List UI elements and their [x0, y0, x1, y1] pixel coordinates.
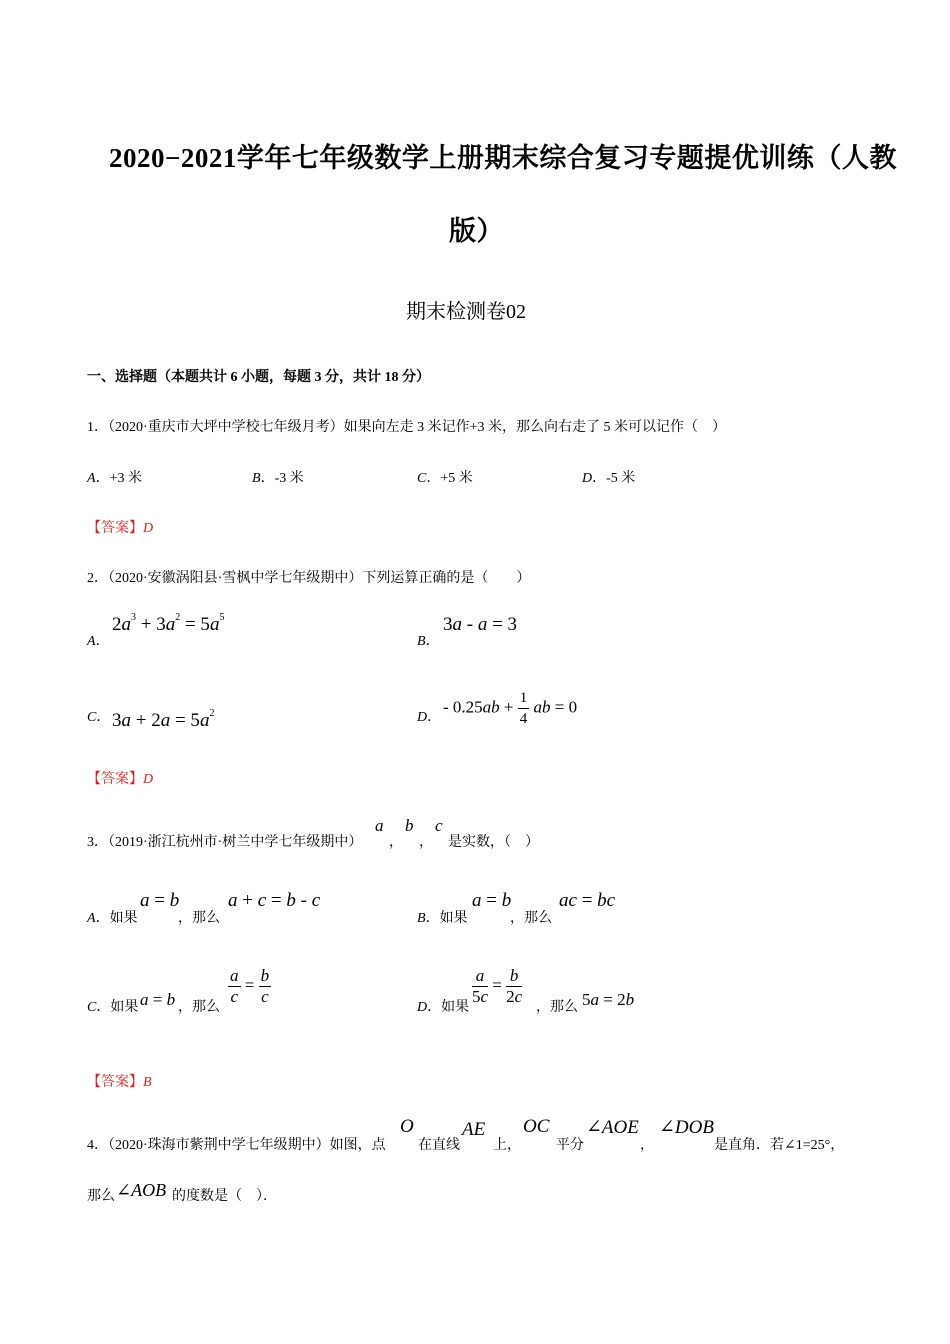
q3-comma-2: ， — [419, 835, 433, 850]
q3-d-then: ，那么 — [536, 1000, 578, 1015]
q2-answer — [87, 768, 153, 788]
q2-option-d-formula: - 0.25ab + $\frac{1}{4}$ ab = 0 — [443, 690, 578, 727]
q4-angle-dob: ∠DOB — [659, 1117, 714, 1138]
answer-tag: 【答案】 — [87, 772, 143, 787]
option-label: A — [87, 634, 96, 649]
option-label: C — [417, 471, 427, 486]
q2-option-b: B． — [417, 634, 440, 649]
option-label: A — [87, 911, 96, 926]
q3-a-then: ，那么 — [178, 911, 220, 926]
q3-var-a: a — [375, 816, 384, 835]
option-text: +5 米 — [440, 471, 473, 486]
q4-text-right-angle: 是直角．若∠1=25°， — [714, 1138, 845, 1153]
answer-value: B — [143, 1075, 152, 1090]
q2-option-c-formula: $3a + 2a = 5a^2$ — [112, 708, 215, 731]
q3-var-c: c — [435, 816, 443, 835]
document-title-line2: 版） — [449, 216, 504, 246]
q3-b-cond: a = b — [472, 890, 512, 911]
option-label: D — [417, 1000, 428, 1015]
q4-text-on-line: 在直线 — [418, 1138, 460, 1153]
q4-text-bisect: 平分 — [556, 1138, 584, 1153]
option-label: B — [417, 634, 426, 649]
option-text: +3 米 — [109, 471, 142, 486]
option-label: D — [582, 471, 593, 486]
q1-option-a: A．+3 米 — [87, 471, 142, 486]
answer-value: D — [143, 521, 154, 536]
document-subtitle: 期末检测卷02 — [406, 301, 526, 323]
q3-c-cond: a = b — [140, 990, 176, 1009]
q4-point-o: O — [400, 1116, 414, 1137]
q4-angle-aob: ∠AOB — [116, 1180, 167, 1200]
q3-a-cond: a = b — [140, 890, 180, 911]
answer-tag: 【答案】 — [87, 521, 143, 536]
option-text: -3 米 — [274, 471, 304, 486]
q2-option-d: D． — [417, 710, 442, 725]
q1-option-b: B．-3 米 — [252, 471, 304, 486]
q1-answer — [87, 517, 153, 537]
q2-option-b-formula: 3a - a = 3 — [443, 614, 518, 635]
option-label: B — [417, 911, 426, 926]
section-heading: 一、选择题（本题共计 6 小题，每题 3 分，共计 18 分） — [87, 370, 430, 385]
q3-d-cond: $\frac{a}{5c}$ = $\frac{b}{2c}$ — [472, 966, 523, 1006]
option-label: D — [417, 710, 428, 725]
q3-option-d: D．如果 — [417, 1000, 470, 1015]
q3-option-b: B．如果 — [417, 911, 468, 926]
q3-d-result: 5a = 2b — [582, 990, 635, 1009]
document-title-line1: 2020−2021学年七年级数学上册期末综合复习专题提优训练（人教 — [109, 143, 897, 173]
question-4-stem-prefix: 4．（2020·珠海市紫荆中学七年级期中）如图，点 — [87, 1138, 386, 1153]
q2-option-a-formula: $2a^3 + 3a^2 = 5a^5$ — [112, 612, 225, 635]
q4-angle-aoe: ∠AOE — [586, 1117, 639, 1138]
option-if: 如果 — [439, 911, 468, 926]
option-label: C — [87, 710, 97, 725]
q4-ray-oc: OC — [523, 1116, 550, 1137]
q3-answer — [87, 1071, 152, 1091]
q4-line2-prefix: 那么 — [87, 1189, 115, 1204]
q1-option-d: D．-5 米 — [582, 471, 636, 486]
q2-option-a: A． — [87, 634, 110, 649]
q4-line2-suffix: 的度数是（ ）． — [172, 1189, 277, 1204]
option-if: 如果 — [110, 1000, 139, 1015]
option-text: -5 米 — [606, 471, 636, 486]
q4-comma: ， — [640, 1138, 654, 1153]
answer-tag: 【答案】 — [87, 1075, 143, 1090]
answer-value: D — [143, 772, 154, 787]
q1-option-c: C．+5 米 — [417, 471, 473, 486]
q4-text-up: 上， — [493, 1138, 521, 1153]
q3-c-then: ，那么 — [178, 1000, 220, 1015]
question-2-stem: 2．（2020·安徽涡阳县·雪枫中学七年级期中）下列运算正确的是（ ） — [87, 571, 531, 586]
option-label: C — [87, 1000, 97, 1015]
q3-c-result: $\frac{a}{c}$ = $\frac{b}{c}$ — [230, 966, 270, 1006]
question-3-stem-suffix: 是实数，（ ） — [448, 835, 539, 850]
q3-comma-1: ， — [389, 835, 403, 850]
q2-option-c: C． — [87, 710, 111, 725]
option-label: B — [252, 471, 261, 486]
q3-a-result: a + c = b - c — [228, 890, 321, 911]
question-3-stem-prefix: 3．（2019·浙江杭州市·树兰中学七年级期中） — [87, 835, 363, 850]
option-label: A — [87, 471, 96, 486]
option-if: 如果 — [441, 1000, 470, 1015]
question-1-stem: 1．（2020·重庆市大坪中学校七年级月考）如果向左走 3 米记作+3 米，那么向右走了 5 米可以记作（ ） — [87, 420, 727, 435]
q3-b-then: ，那么 — [510, 911, 552, 926]
q3-b-result: ac = bc — [559, 890, 616, 911]
q3-var-b: b — [405, 816, 414, 835]
option-if: 如果 — [109, 911, 138, 926]
q4-line-ae: AE — [462, 1119, 486, 1140]
q3-option-a: A．如果 — [87, 911, 138, 926]
q3-option-c: C．如果 — [87, 1000, 139, 1015]
